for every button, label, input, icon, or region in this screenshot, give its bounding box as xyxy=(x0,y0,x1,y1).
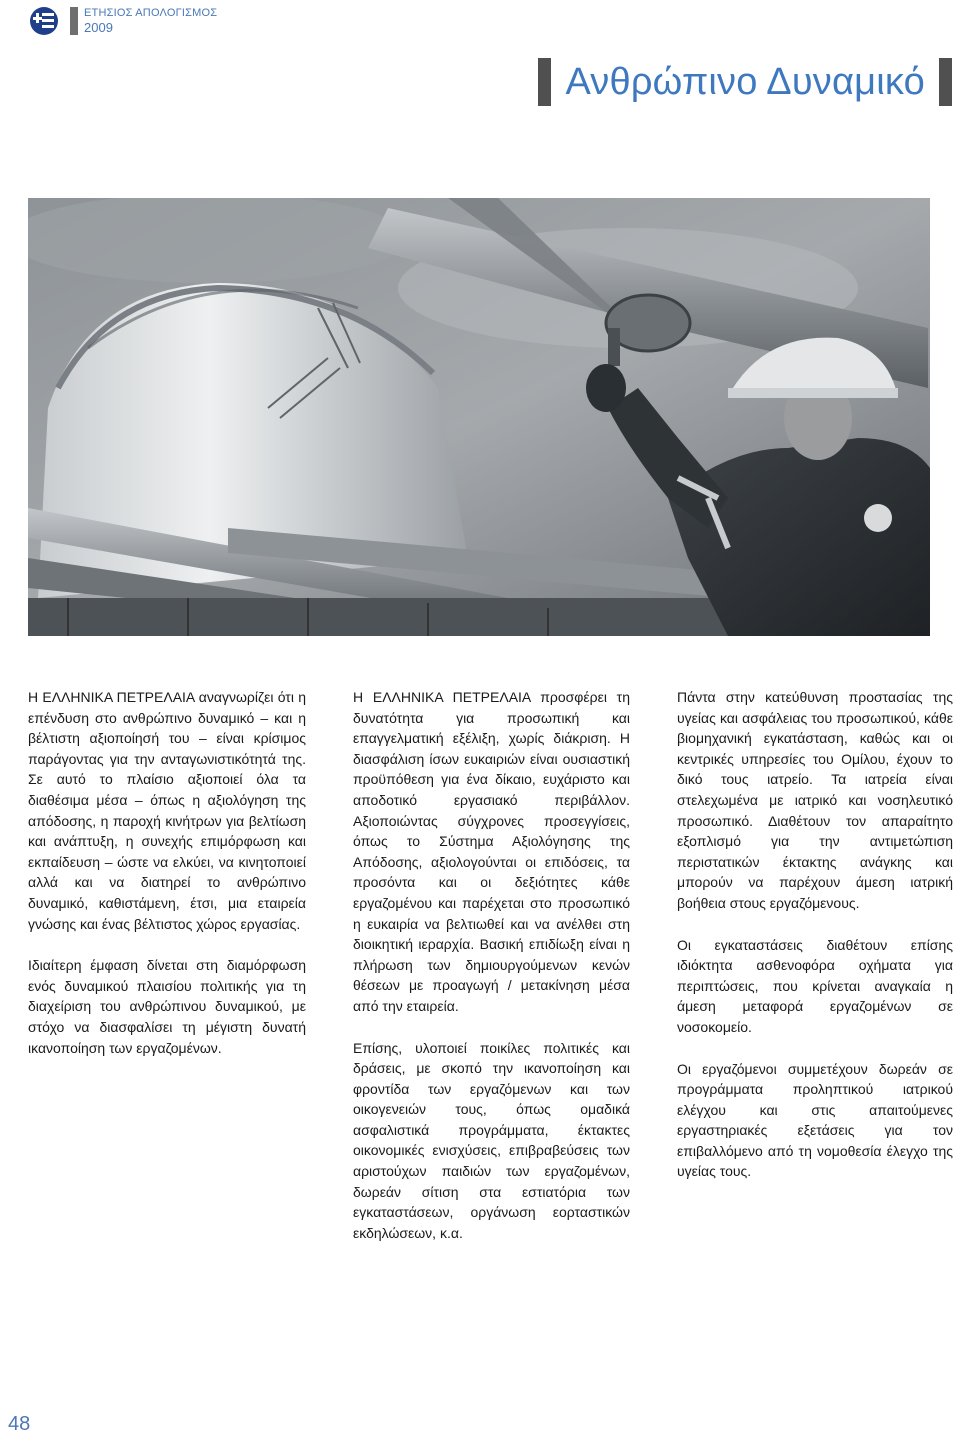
paragraph: Ιδιαίτερη έμφαση δίνεται στη διαμόρφωση ενός δυναμικού πλαισίου πολιτικής για τη διαχείριση του ανθρώπινου δυναμικού, με στόχο να διασφαλίσει τη μέγιστη δυνατή ικανοποίηση των εργαζομένων. xyxy=(28,957,306,1056)
company-logo-icon xyxy=(30,7,58,35)
title-bar-right xyxy=(939,58,952,106)
paragraph: Οι εργαζόμενοι συμμετέχουν δωρεάν σε προγράμματα προληπτικού ιατρικού ελέγχου και στις απαιτούμενες εργαστηριακές εξετάσεις για τον επιβαλλόμενο από τη νομοθεσία έλεγχο της υγείας τους. xyxy=(677,1060,953,1180)
text-column-3 xyxy=(677,687,953,1203)
paragraph: Η ΕΛΛΗΝΙΚΑ ΠΕΤΡΕΛΑΙΑ αναγνωρίζει ότι η επένδυση στο ανθρώπινο δυναμικό – και η βέλτιστη αξιοποίησή του – είναι κρίσιμος παράγοντας για την ανταγωνιστικότητά της. Σε αυτό το πλαίσιο αξιοποιεί όλα τα διαθέσιμα μέσα – όπως η αξιολόγηση της απόδοσης, η παροχή κινήτρων για βελτίωση και ανάπτυξη, η συνεχής επιμόρφωση και εκπαίδευση – ώστε να ελκύει, να κινητοποιεί αλλά και να διατηρεί το ανθρώπινο δυναμικό, καθιστάμενη, έτσι, μια εταιρεία γνώσης και ένας βέλτιστος χώρος εργασίας. xyxy=(28,689,306,932)
page-title-block xyxy=(538,58,952,106)
header-divider xyxy=(70,7,78,35)
paragraph: Επίσης, υλοποιεί ποικίλες πολιτικές και δράσεις, με σκοπό την ικανοποίηση και φροντίδα των εργαζόμενων και των οικογενειών τους, όπως ομαδικά ασφαλιστικά προγράμματα, έκτακτες οικονομικές ενισχύσεις, επιβραβεύσεις των αριστούχων παιδιών των εργαζομένων, δωρεάν σίτιση στα εστιατόρια των εγκαταστάσεων, οργάνωση εορταστικών εκδηλώσεων, κ.α. xyxy=(353,1039,630,1241)
paragraph: Πάντα στην κατεύθυνση προστασίας της υγείας και ασφάλειας του προσωπικού, κάθε βιομηχανική εγκατάσταση, καθώς και οι κεντρικές υπηρεσίες του Ομίλου, έχουν το δικό τους ιατρείο. Τα ιατρεία είναι στελεχωμένα με ιατρικό και νοσηλευτικό προσωπικό. Διαθέτουν τον απαραίτητο εξοπλισμό για την αντιμετώπιση περιστατικών έκτακτης ανάγκης και μπορούν να παρέχουν άμεση ιατρική βοήθεια στους εργαζόμενους. xyxy=(677,689,953,911)
page-title: Ανθρώπινο Δυναμικό xyxy=(565,60,925,103)
report-header xyxy=(30,6,217,36)
paragraph: Η ΕΛΛΗΝΙΚΑ ΠΕΤΡΕΛΑΙΑ προσφέρει τη δυνατότητα για προσωπική και επαγγελματική εξέλιξη, χωρίς διάκριση. Η διασφάλιση ίσων ευκαιριών είναι ουσιαστική προϋπόθεση για ένα δίκαιο, ευχάριστο και αποδοτικό εργασιακό περιβάλλον. Αξιοποιώντας σύγχρονες προσεγγίσεις, όπως το Σύστημα Αξιολόγησης της Απόδοσης, αξιολογούνται οι επιδόσεις, τα προσόντα και οι δεξιότητες κάθε εργαζομένου και παρέχεται στο προσωπικό η ευκαιρία να βελτιωθεί και να ανέλθει στη διοικητική ιεραρχία. Βασική επιδίωξη είναι η πλήρωση των δημιουργούμενων κενών θέσεων με προαγωγή / μετακίνηση μέσα από την εταιρεία. xyxy=(353,689,630,1014)
text-column-2 xyxy=(353,687,630,1264)
report-title: ΕΤΗΣΙΟΣ ΑΠΟΛΟΓΙΣΜΟΣ xyxy=(84,7,218,19)
text-column-1 xyxy=(28,687,306,1079)
title-bar-left xyxy=(538,58,551,106)
page-number: 48 xyxy=(8,1413,31,1435)
report-year: 2009 xyxy=(84,20,113,35)
worker-refinery-photo xyxy=(28,198,930,636)
paragraph: Οι εγκαταστάσεις διαθέτουν επίσης ιδιόκτητα ασθενοφόρα οχήματα για περιπτώσεις, που κρίνεται αναγκαία η άμεση μεταφορά εργαζομένων σε νοσοκομείο. xyxy=(677,936,953,1035)
